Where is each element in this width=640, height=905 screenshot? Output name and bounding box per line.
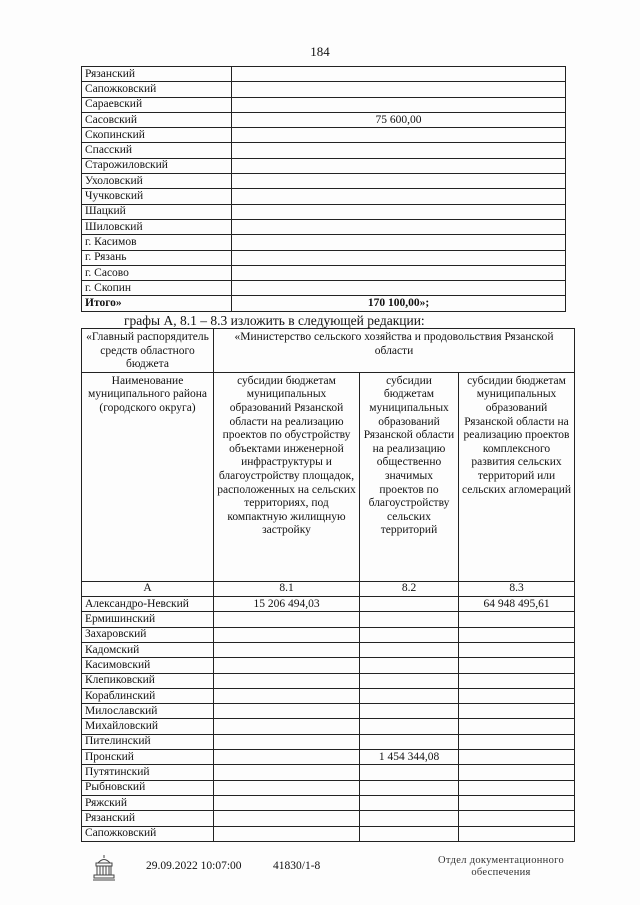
value-83-cell <box>459 811 575 826</box>
value-cell <box>232 281 566 296</box>
district-cell: Путятинский <box>82 765 214 780</box>
value-82-cell <box>360 734 459 749</box>
value-83-cell <box>459 642 575 657</box>
value-81-cell: 15 206 494,03 <box>214 597 360 612</box>
value-82-cell <box>360 765 459 780</box>
table-row <box>82 128 566 143</box>
value-83-cell <box>459 704 575 719</box>
value-cell <box>232 204 566 219</box>
stamp-line-2: обеспечения <box>471 867 531 878</box>
district-cell: Александро-Невский <box>82 597 214 612</box>
district-cell: Ухоловский <box>82 174 232 189</box>
table-row <box>82 658 575 673</box>
district-cell: Касимовский <box>82 658 214 673</box>
table-row <box>82 765 575 780</box>
code-cell: 8.3 <box>459 581 575 596</box>
value-cell <box>232 189 566 204</box>
page-number: 184 <box>310 44 330 59</box>
table-row <box>82 265 566 280</box>
col-82-header: субсидии бюджетам муниципальных образований Рязанской области на реализацию общественно значимых проектов по благоустройству сельских территорий <box>360 372 459 581</box>
value-82-cell <box>360 642 459 657</box>
value-81-cell <box>214 642 360 657</box>
table-row <box>82 750 575 765</box>
value-cell <box>232 174 566 189</box>
value-82-cell <box>360 688 459 703</box>
intro-phrase: графы А, 8.1 – 8.3 изложить в следующей редакции: <box>124 313 425 328</box>
table-row <box>82 235 566 250</box>
district-cell: Спасский <box>82 143 232 158</box>
district-cell: Шацкий <box>82 204 232 219</box>
district-cell: Шиловский <box>82 219 232 234</box>
value-82-cell <box>360 811 459 826</box>
table-row <box>82 597 575 612</box>
table-row <box>82 734 575 749</box>
district-cell: Старожиловский <box>82 158 232 173</box>
value-83-cell <box>459 658 575 673</box>
col-name-header: Наименование муниципального района (городского округа) <box>82 372 214 581</box>
admin-value-cell: «Министерство сельского хозяйства и продовольствия Рязанской области <box>214 329 575 373</box>
value-82-cell: 1 454 344,08 <box>360 750 459 765</box>
value-82-cell <box>360 673 459 688</box>
value-81-cell <box>214 780 360 795</box>
value-82-cell <box>360 612 459 627</box>
value-83-cell <box>459 734 575 749</box>
value-81-cell <box>214 750 360 765</box>
table-row <box>82 719 575 734</box>
footer-doc-code: 41830/1-8 <box>273 860 321 872</box>
district-cell: Скопинский <box>82 128 232 143</box>
value-83-cell: 64 948 495,61 <box>459 597 575 612</box>
table-row <box>82 811 575 826</box>
district-cell: Сараевский <box>82 97 232 112</box>
table-row <box>82 688 575 703</box>
table-row <box>82 189 566 204</box>
total-row <box>82 296 566 311</box>
district-cell: Рыбновский <box>82 780 214 795</box>
table-row <box>82 627 575 642</box>
table-row <box>82 281 566 296</box>
code-cell: 8.2 <box>360 581 459 596</box>
col-83-header: субсидии бюджетам муниципальных образований Рязанской области на реализацию проектов комплексного развития сельских территорий или сельских агломераций <box>459 372 575 581</box>
district-cell: Сасовский <box>82 112 232 127</box>
value-cell <box>232 82 566 97</box>
total-value: 170 100,00»; <box>232 296 566 311</box>
value-82-cell <box>360 627 459 642</box>
district-cell: Рязанский <box>82 811 214 826</box>
table-row <box>82 82 566 97</box>
district-cell: Кадомский <box>82 642 214 657</box>
table-row <box>82 642 575 657</box>
value-82-cell <box>360 719 459 734</box>
value-81-cell <box>214 734 360 749</box>
value-cell <box>232 219 566 234</box>
value-83-cell <box>459 688 575 703</box>
total-label: Итого» <box>82 296 232 311</box>
district-cell: Рязанский <box>82 67 232 82</box>
table-row <box>82 795 575 810</box>
value-81-cell <box>214 673 360 688</box>
admin-label-cell: «Главный распорядитель средств областного бюджета <box>82 329 214 373</box>
district-cell: Сапожковский <box>82 82 232 97</box>
table-row <box>82 612 575 627</box>
value-cell <box>232 97 566 112</box>
header-admin-row <box>82 329 575 373</box>
district-cell: Пителинский <box>82 734 214 749</box>
value-cell <box>232 143 566 158</box>
district-cell: Ермишинский <box>82 612 214 627</box>
value-83-cell <box>459 765 575 780</box>
table-row <box>82 158 566 173</box>
value-cell: 75 600,00 <box>232 112 566 127</box>
footer-stamp <box>438 855 564 879</box>
value-81-cell <box>214 627 360 642</box>
table-row <box>82 219 566 234</box>
value-cell <box>232 67 566 82</box>
value-cell <box>232 158 566 173</box>
table-row <box>82 204 566 219</box>
district-cell: г. Скопин <box>82 281 232 296</box>
table-row <box>82 250 566 265</box>
table-row <box>82 174 566 189</box>
district-cell: Пронский <box>82 750 214 765</box>
value-82-cell <box>360 826 459 841</box>
value-83-cell <box>459 826 575 841</box>
code-cell: 8.1 <box>214 581 360 596</box>
value-83-cell <box>459 780 575 795</box>
district-values-table <box>81 66 566 312</box>
value-83-cell <box>459 795 575 810</box>
value-82-cell <box>360 780 459 795</box>
duma-logo <box>90 853 118 885</box>
table-row <box>82 704 575 719</box>
district-cell: Ряжский <box>82 795 214 810</box>
district-cell: г. Сасово <box>82 265 232 280</box>
value-83-cell <box>459 612 575 627</box>
value-cell <box>232 128 566 143</box>
table-row <box>82 780 575 795</box>
value-81-cell <box>214 826 360 841</box>
district-cell: Захаровский <box>82 627 214 642</box>
value-81-cell <box>214 795 360 810</box>
subsidies-table <box>81 328 575 842</box>
table-row <box>82 673 575 688</box>
district-cell: Чучковский <box>82 189 232 204</box>
value-81-cell <box>214 612 360 627</box>
value-81-cell <box>214 719 360 734</box>
table-row <box>82 826 575 841</box>
value-81-cell <box>214 704 360 719</box>
value-81-cell <box>214 688 360 703</box>
header-columns-row <box>82 372 575 581</box>
value-83-cell <box>459 750 575 765</box>
value-82-cell <box>360 658 459 673</box>
column-codes-row <box>82 581 575 596</box>
value-83-cell <box>459 627 575 642</box>
value-cell <box>232 265 566 280</box>
value-81-cell <box>214 765 360 780</box>
table-row <box>82 143 566 158</box>
code-cell: А <box>82 581 214 596</box>
value-83-cell <box>459 673 575 688</box>
value-83-cell <box>459 719 575 734</box>
district-cell: Милославский <box>82 704 214 719</box>
value-81-cell <box>214 811 360 826</box>
value-82-cell <box>360 704 459 719</box>
value-81-cell <box>214 658 360 673</box>
value-cell <box>232 250 566 265</box>
footer-date: 29.09.2022 10:07:00 <box>146 860 242 872</box>
col-81-header: субсидии бюджетам муниципальных образований Рязанской области на реализацию проектов по обустройству объектами инженерной инфраструктуры и благоустройству площадок, расположенных на сельских территориях, под компактную жилищную застройку <box>214 372 360 581</box>
district-cell: г. Рязань <box>82 250 232 265</box>
table-row <box>82 112 566 127</box>
table-row <box>82 97 566 112</box>
stamp-line-1: Отдел документационного <box>438 855 565 866</box>
table-row <box>82 67 566 82</box>
district-cell: г. Касимов <box>82 235 232 250</box>
district-cell: Сапожковский <box>82 826 214 841</box>
district-cell: Кораблинский <box>82 688 214 703</box>
value-82-cell <box>360 597 459 612</box>
district-cell: Клепиковский <box>82 673 214 688</box>
value-cell <box>232 235 566 250</box>
value-82-cell <box>360 795 459 810</box>
district-cell: Михайловский <box>82 719 214 734</box>
